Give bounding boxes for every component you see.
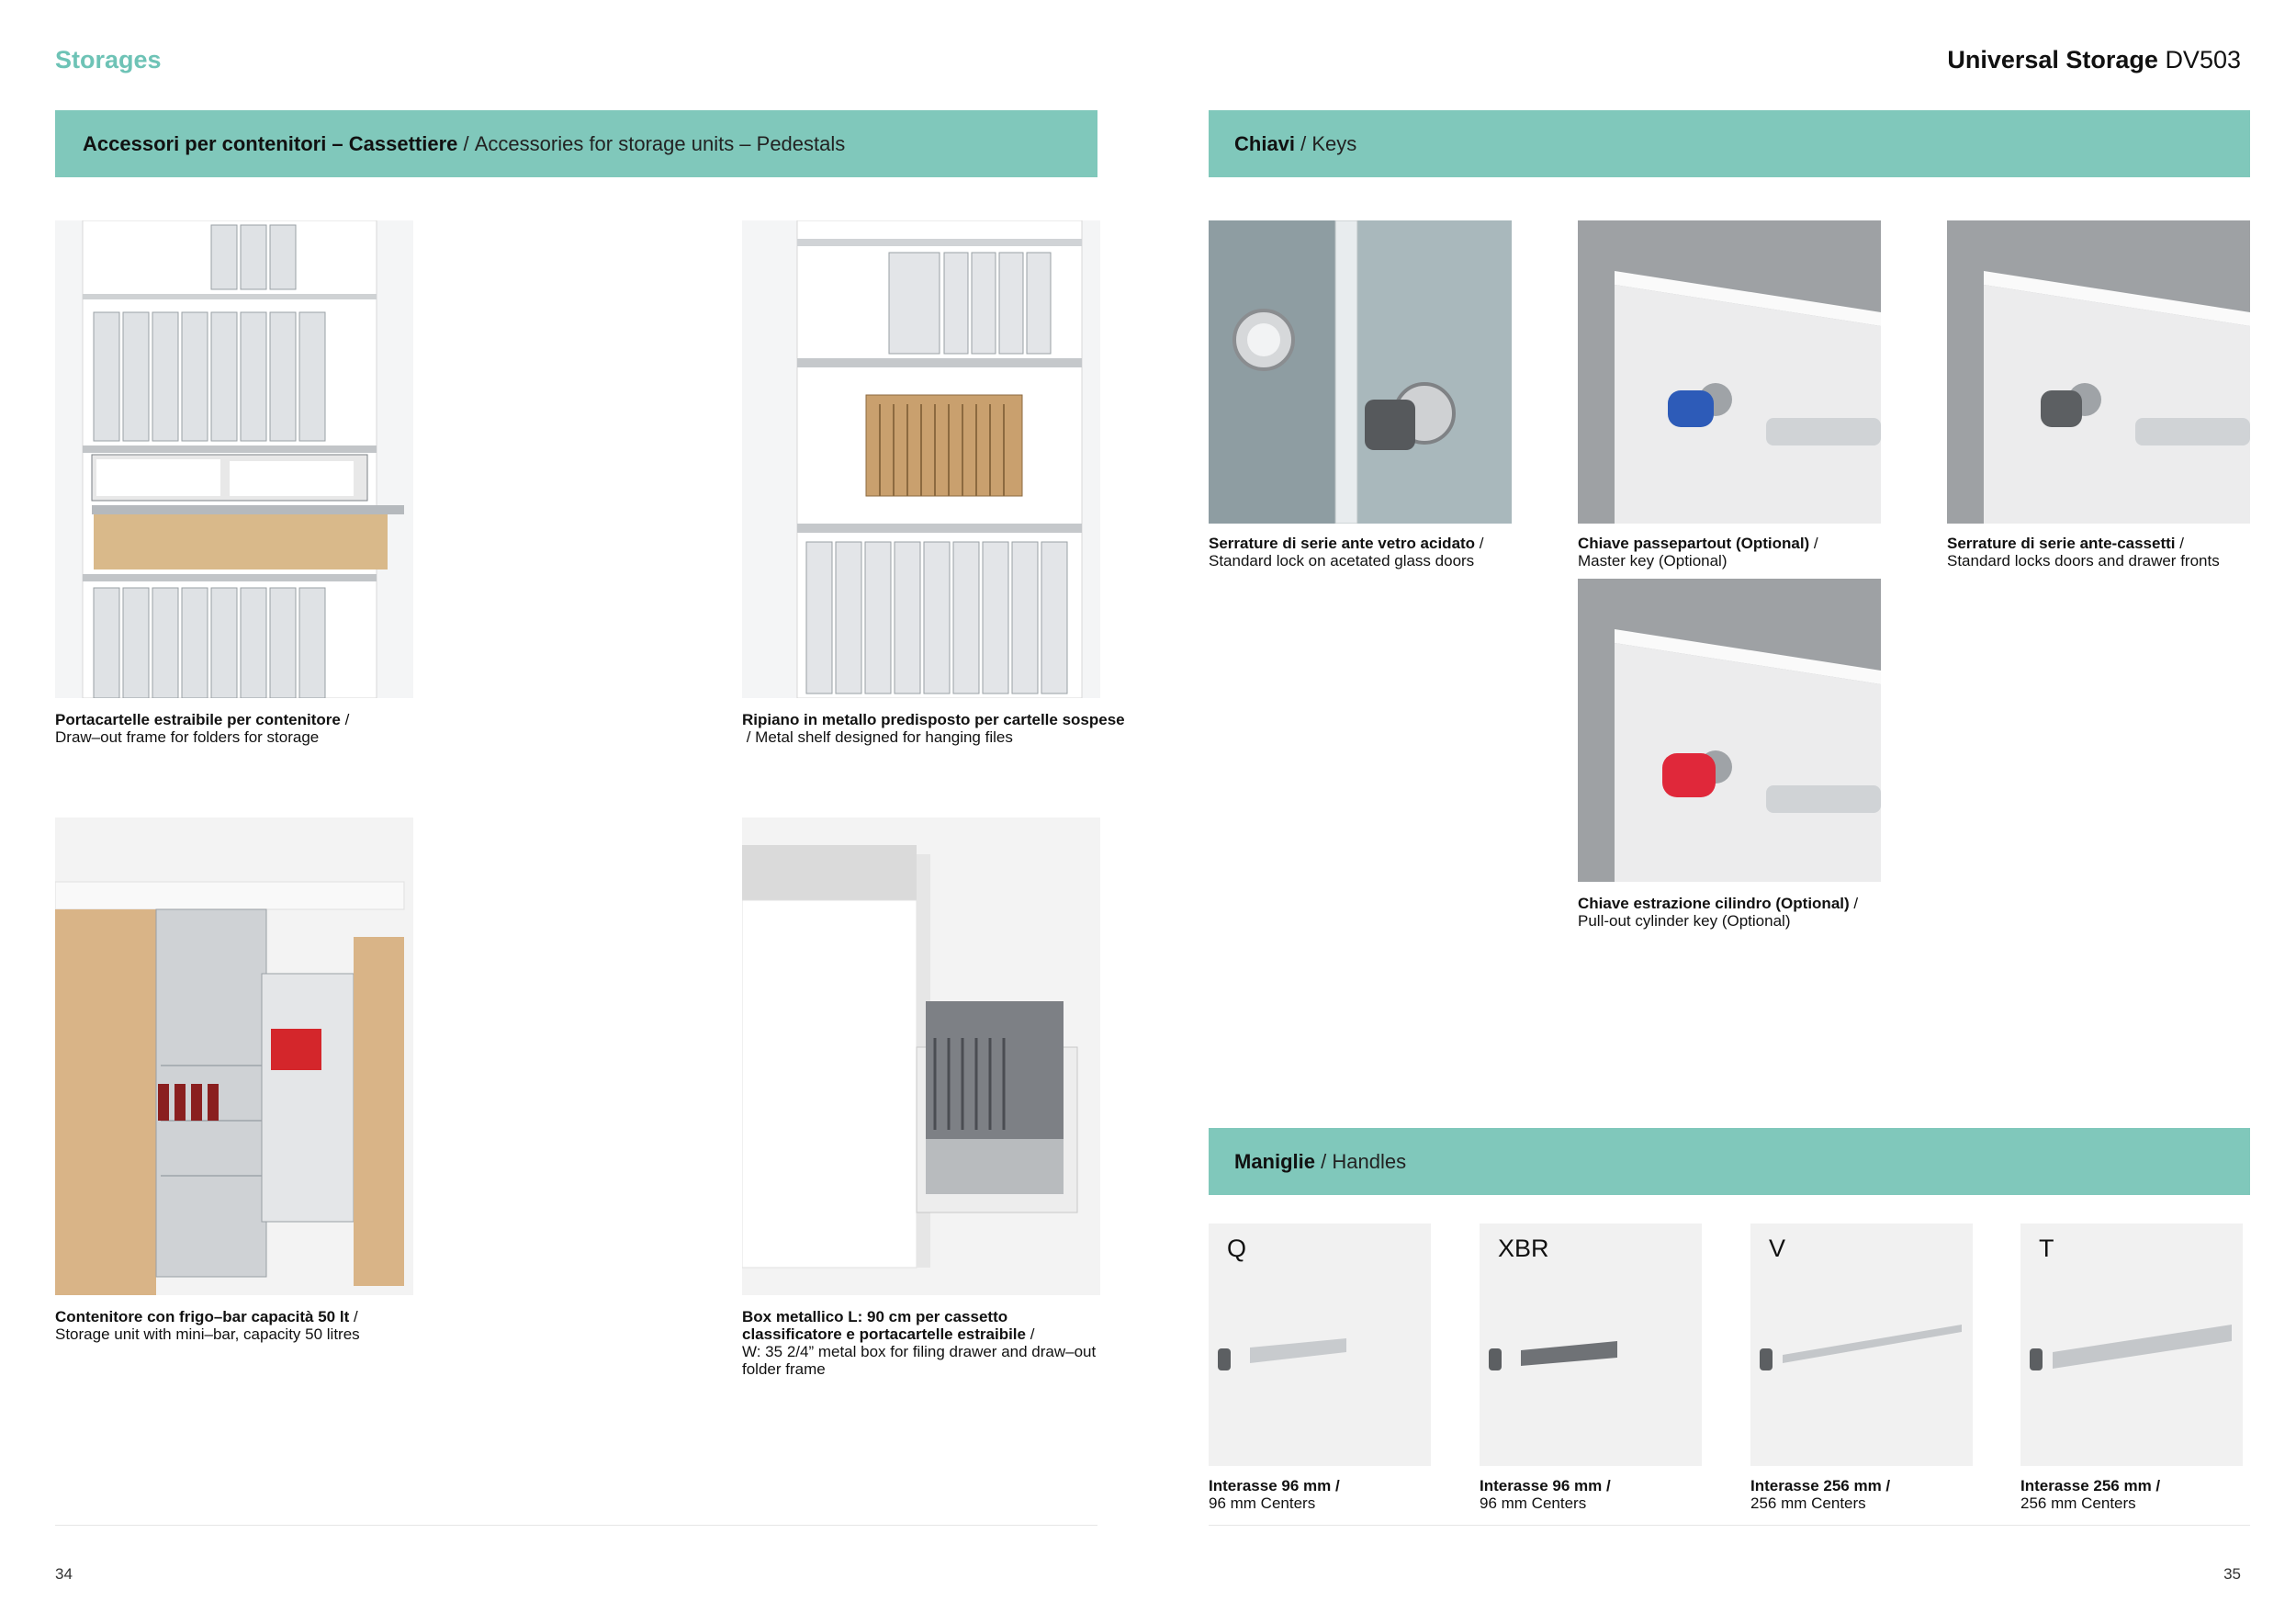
- caption-en: 96 mm Centers: [1480, 1494, 1587, 1512]
- handles-banner-en: Handles: [1332, 1149, 1407, 1173]
- caption-it: Interasse 96 mm: [1480, 1477, 1603, 1494]
- caption-sep: /: [2175, 535, 2184, 552]
- caption-sep: /: [1809, 535, 1818, 552]
- caption-it: Interasse 256 mm: [2020, 1477, 2152, 1494]
- caption-sep: /: [1475, 535, 1484, 552]
- caption-handle-xbr: [1480, 1477, 1718, 1512]
- caption-hanging-files-shelf: [742, 711, 1128, 746]
- caption-it: Chiave estrazione cilindro (Optional): [1578, 895, 1850, 912]
- caption-en: Draw–out frame for folders for storage: [55, 728, 320, 746]
- photo-cylinder-key: [1578, 579, 1881, 882]
- photo-hanging-files-shelf: [742, 220, 1100, 698]
- caption-sep: /: [1026, 1325, 1035, 1343]
- photo-standard-locks: [1947, 220, 2250, 524]
- page-number-right: 35: [2223, 1565, 2241, 1583]
- caption-glass-door-lock: [1209, 535, 1539, 570]
- caption-it: Interasse 256 mm: [1750, 1477, 1882, 1494]
- caption-handle-t: [2020, 1477, 2259, 1512]
- keys-banner-it: Chiavi: [1234, 131, 1296, 155]
- caption-sep: /: [1331, 1477, 1340, 1494]
- caption-it: Interasse 96 mm: [1209, 1477, 1332, 1494]
- caption-minibar-unit: [55, 1308, 441, 1343]
- footer-rule-right: [1209, 1525, 2250, 1526]
- caption-sep: /: [340, 711, 350, 728]
- caption-sep: /: [1602, 1477, 1611, 1494]
- caption-en: W: 35 2/4” metal box for filing drawer and draw–out folder frame: [742, 1343, 1097, 1378]
- photo-minibar-unit: [55, 818, 413, 1295]
- handle-t-label: T: [2039, 1235, 2054, 1262]
- caption-handle-q: [1209, 1477, 1447, 1512]
- accessories-banner-it: Accessori per contenitori – Cassettiere: [83, 131, 458, 155]
- caption-drawout-frame: [55, 711, 441, 746]
- caption-cylinder-key: [1578, 895, 1908, 930]
- caption-en: Standard locks doors and drawer fronts: [1947, 552, 2220, 570]
- banner-sep: /: [457, 131, 475, 155]
- banner-sep: /: [1295, 131, 1312, 155]
- handle-q-label: Q: [1227, 1235, 1247, 1262]
- caption-sep: /: [349, 1308, 358, 1325]
- handle-xbr-label: XBR: [1498, 1235, 1549, 1262]
- caption-en: Storage unit with mini–bar, capacity 50 litres: [55, 1325, 360, 1343]
- product-title: [1947, 46, 2241, 74]
- banner-sep: /: [1315, 1149, 1333, 1173]
- caption-it: Serrature di serie ante vetro acidato: [1209, 535, 1476, 552]
- caption-standard-locks: [1947, 535, 2278, 570]
- caption-sep: /: [1849, 895, 1859, 912]
- product-code: DV503: [2165, 46, 2241, 73]
- photo-drawout-frame: [55, 220, 413, 698]
- handles-banner: [1209, 1128, 2250, 1195]
- caption-en: 96 mm Centers: [1209, 1494, 1316, 1512]
- caption-en: Master key (Optional): [1578, 552, 1728, 570]
- photo-master-key: [1578, 220, 1881, 524]
- caption-en: 256 mm Centers: [1750, 1494, 1866, 1512]
- handles-banner-it: Maniglie: [1234, 1149, 1316, 1173]
- caption-sep: /: [2151, 1477, 2161, 1494]
- accessories-banner-en: Accessories for storage units – Pedestals: [474, 131, 846, 155]
- caption-en: Pull-out cylinder key (Optional): [1578, 912, 1791, 930]
- caption-sep: /: [742, 728, 756, 746]
- accessories-banner: [55, 110, 1097, 177]
- footer-rule-left: [55, 1525, 1097, 1526]
- section-label: Storages: [55, 46, 162, 73]
- caption-it: Serrature di serie ante-cassetti: [1947, 535, 2176, 552]
- caption-en: 256 mm Centers: [2020, 1494, 2136, 1512]
- handle-v-label: V: [1769, 1235, 1786, 1262]
- caption-master-key: [1578, 535, 1908, 570]
- product-name: Universal Storage: [1947, 46, 2158, 73]
- caption-handle-v: [1750, 1477, 1989, 1512]
- keys-banner-en: Keys: [1311, 131, 1357, 155]
- keys-banner: [1209, 110, 2250, 177]
- caption-it: Ripiano in metallo predisposto per cartelle sospese: [742, 711, 1125, 728]
- caption-it: Box metallico L: 90 cm per cassetto classificatore e portacartelle estraibile: [742, 1308, 1026, 1343]
- caption-en: Metal shelf designed for hanging files: [755, 728, 1013, 746]
- caption-en: Standard lock on acetated glass doors: [1209, 552, 1475, 570]
- caption-metal-box-drawer: [742, 1308, 1100, 1378]
- photo-metal-box-drawer: [742, 818, 1100, 1295]
- page-number-left: 34: [55, 1565, 73, 1583]
- photo-glass-door-lock: [1209, 220, 1512, 524]
- caption-it: Portacartelle estraibile per contenitore: [55, 711, 341, 728]
- caption-it: Contenitore con frigo–bar capacità 50 lt: [55, 1308, 350, 1325]
- caption-sep: /: [1881, 1477, 1891, 1494]
- caption-it: Chiave passepartout (Optional): [1578, 535, 1810, 552]
